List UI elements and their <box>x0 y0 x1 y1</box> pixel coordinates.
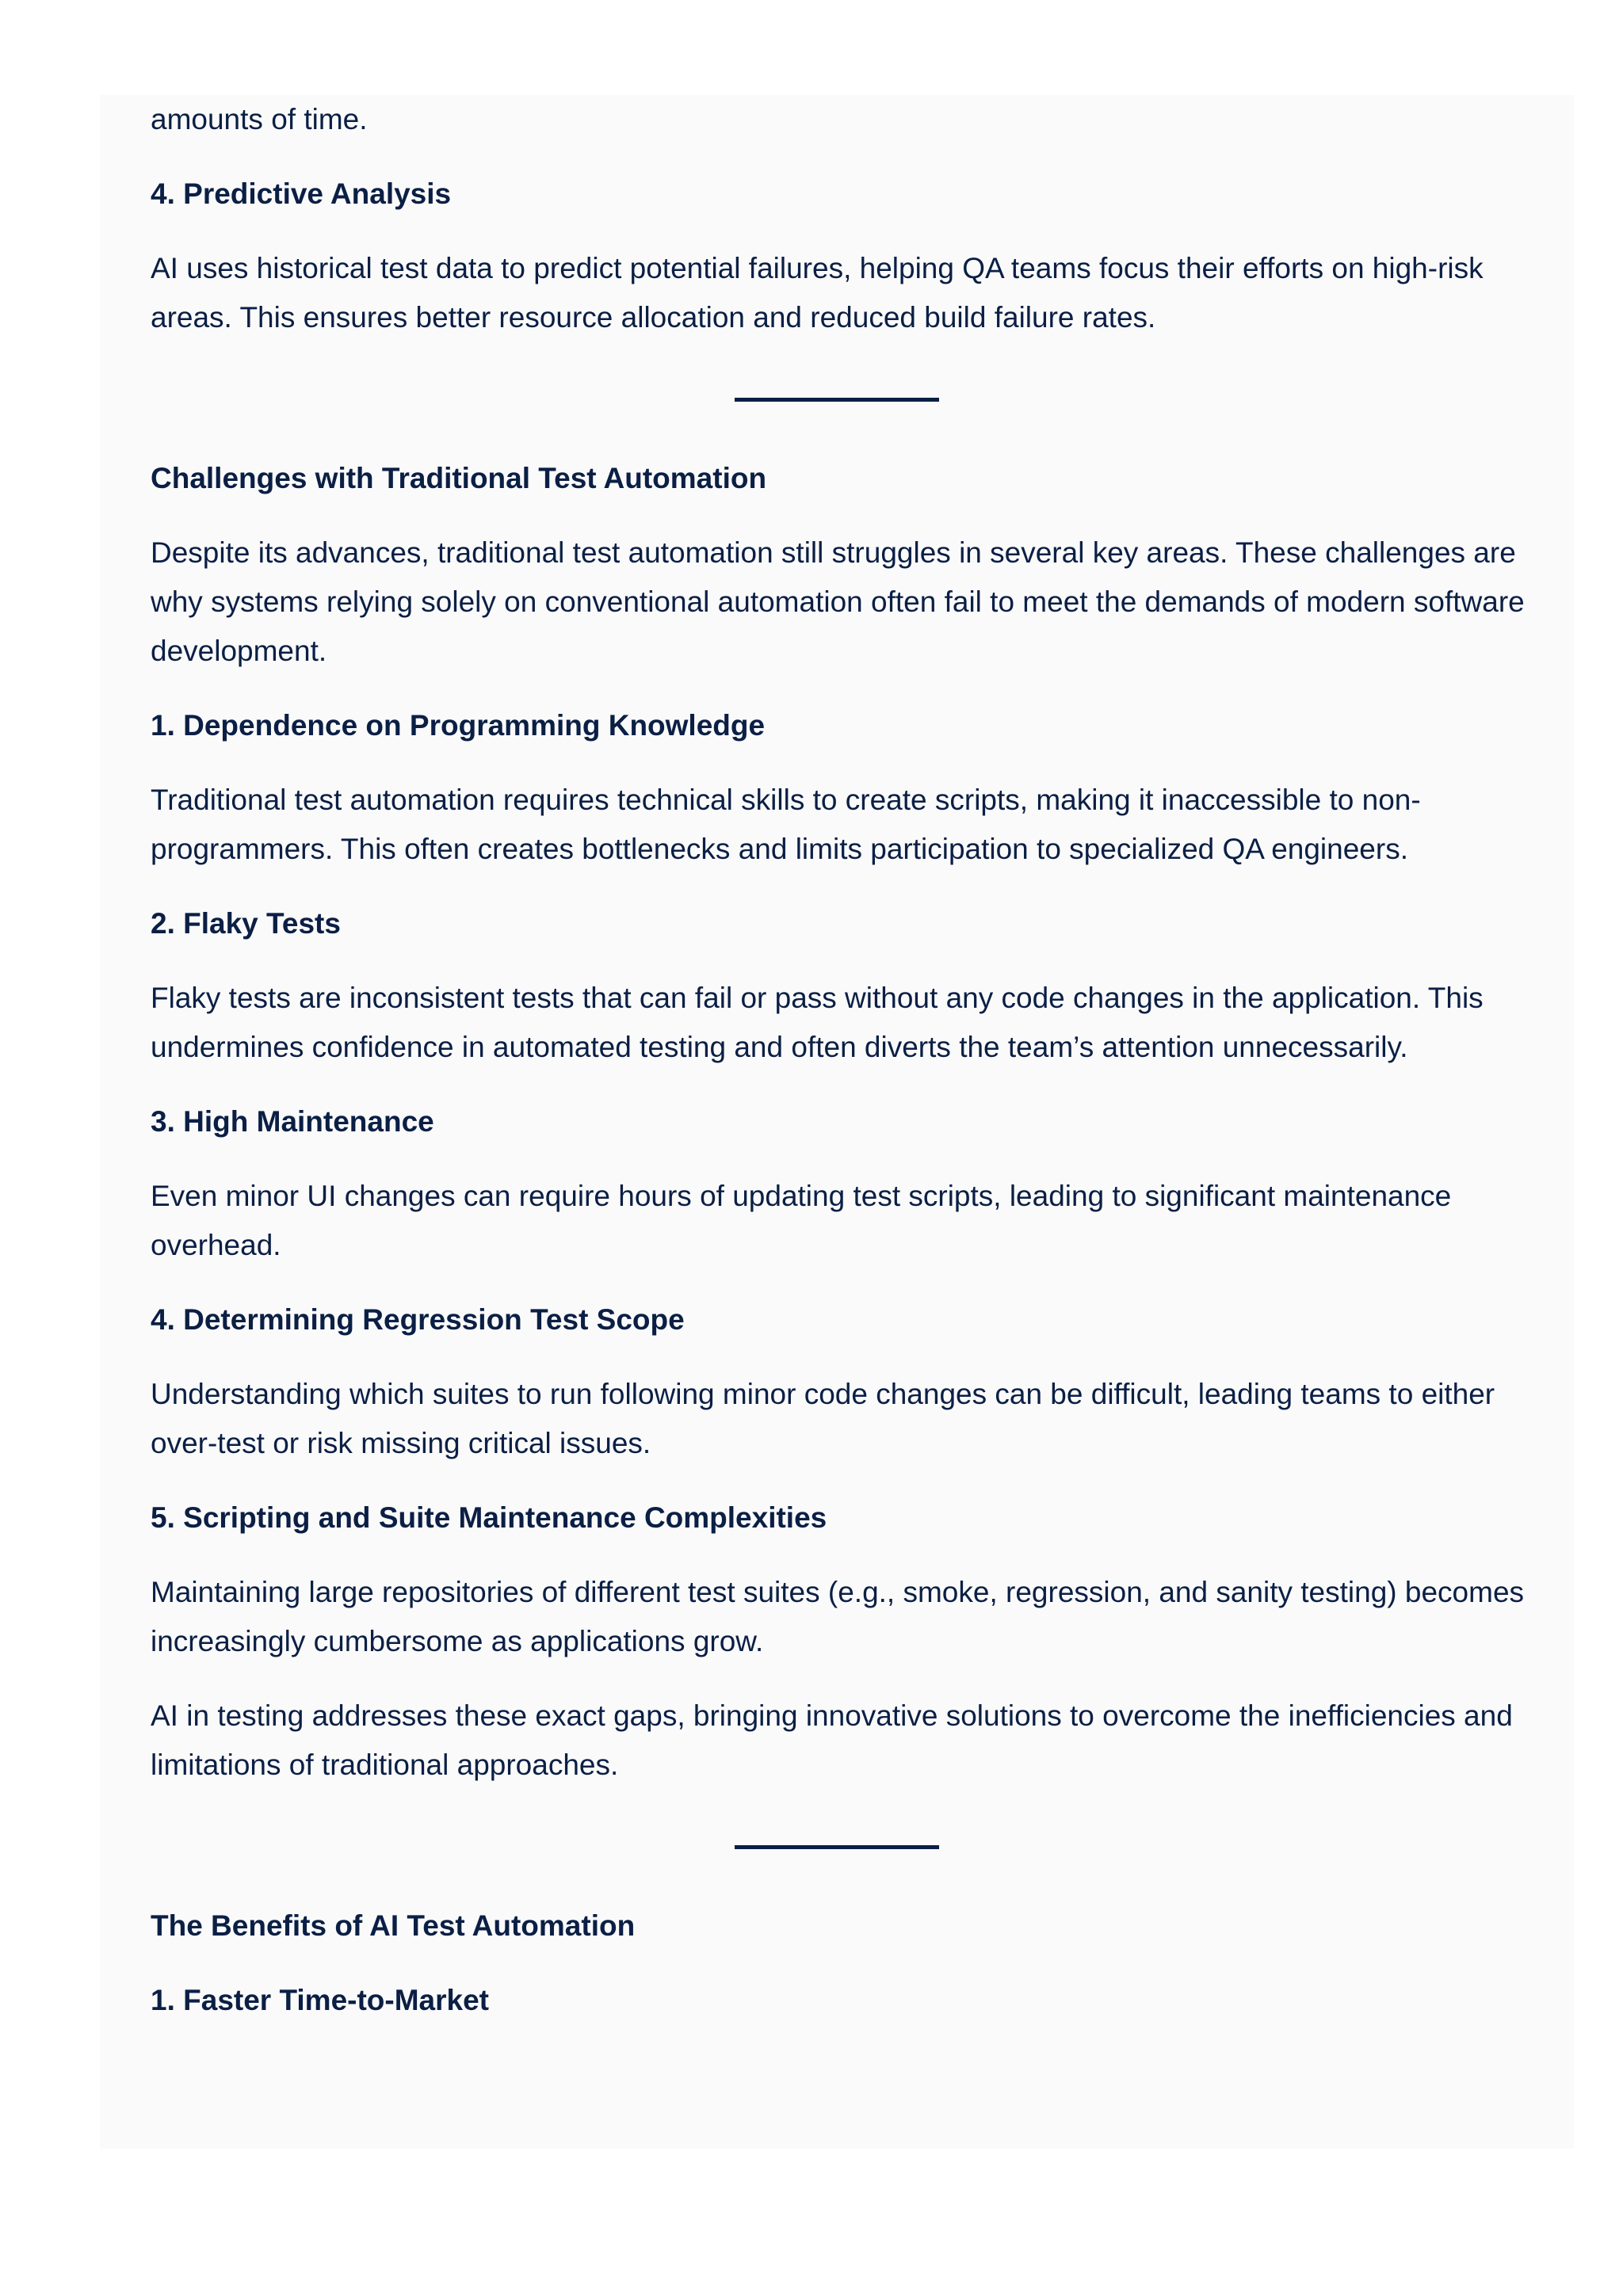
challenge-heading: 1. Dependence on Programming Knowledge <box>151 709 766 742</box>
intro-tail-text: amounts of time. <box>151 103 368 135</box>
challenge-body: Flaky tests are inconsistent tests that can fail or pass without any code changes in the application. This undermines confidence in automated testing and often diverts the team’s attention unnecessarily. <box>151 982 1484 1063</box>
challenges-heading: Challenges with Traditional Test Automation <box>151 462 767 494</box>
section-divider <box>735 398 939 402</box>
challenges-closing: AI in testing addresses these exact gaps, bringing innovative solutions to overcome the inefficiencies and limitations of traditional approaches. <box>151 1699 1513 1781</box>
benefit-heading: 1. Faster Time-to-Market <box>151 1984 489 2016</box>
benefits-heading: The Benefits of AI Test Automation <box>151 1909 636 1942</box>
challenges-intro: Despite its advances, traditional test automation still struggles in several key areas. These challenges are why systems relying solely on conventional automation often fail to meet the demands of modern software development. <box>151 536 1525 667</box>
challenge-body: Understanding which suites to run following minor code changes can be difficult, leading teams to either over-test or risk missing critical issues. <box>151 1378 1495 1459</box>
challenge-heading: 2. Flaky Tests <box>151 907 341 940</box>
challenge-body: Maintaining large repositories of different test suites (e.g., smoke, regression, and sanity testing) becomes increasingly cumbersome as applications grow. <box>151 1576 1525 1657</box>
challenge-heading: 4. Determining Regression Test Scope <box>151 1303 685 1336</box>
challenge-heading: 5. Scripting and Suite Maintenance Complexities <box>151 1501 827 1534</box>
predictive-analysis-body: AI uses historical test data to predict potential failures, helping QA teams focus their efforts on high-risk areas. This ensures better resource allocation and reduced build failure rates. <box>151 252 1484 334</box>
challenge-body: Even minor UI changes can require hours of updating test scripts, leading to significant maintenance overhead. <box>151 1180 1452 1261</box>
article-content <box>151 95 1545 2025</box>
predictive-analysis-heading: 4. Predictive Analysis <box>151 177 452 210</box>
challenge-body: Traditional test automation requires technical skills to create scripts, making it inaccessible to non-programmers. This often creates bottlenecks and limits participation to specialized QA engineers. <box>151 784 1421 865</box>
section-divider <box>735 1845 939 1849</box>
challenge-heading: 3. High Maintenance <box>151 1105 434 1138</box>
